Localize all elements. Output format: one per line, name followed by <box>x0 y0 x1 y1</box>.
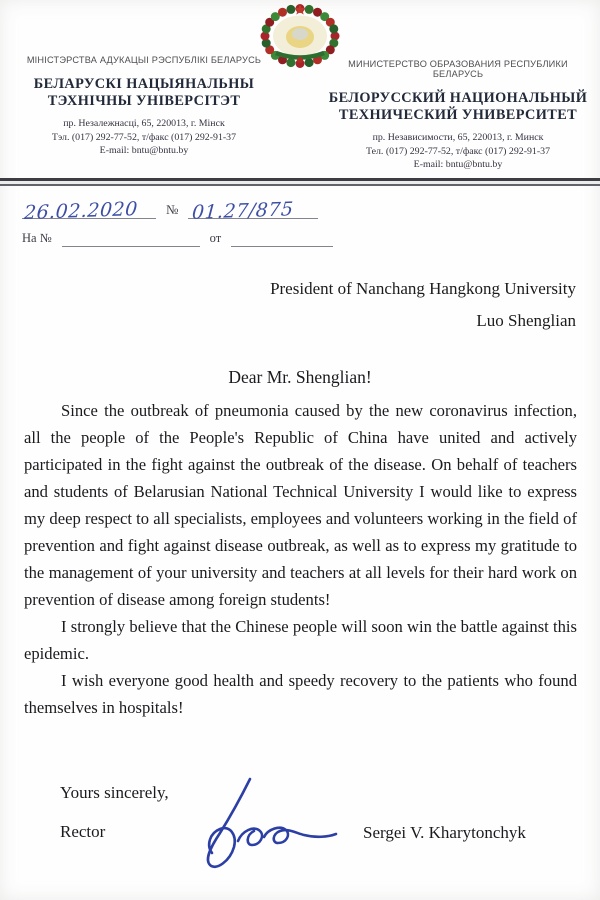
signature-block <box>0 783 600 900</box>
contact-info-by <box>10 117 278 158</box>
date-line <box>22 197 156 224</box>
paragraph-1: Since the outbreak of pneumonia caused by the new coronavirus infection, all the people of the People's Republic of China have united and actively participated in the fight against the outbreak of the disease. On behalf of teachers and students of Belarusian National Technical University I would like to express my deep respect to all specialists, employees and volunteers working in the field of prevention and fight against disease outbreak, as well as to express my gratitude to the management of your university and teachers at all levels for their hard work on prevention of disease among foreign students! <box>24 400 577 609</box>
from-label: от <box>209 230 222 245</box>
ministry-line-ru: МИНИСТЕРСТВО ОБРАЗОВАНИЯ РЕСПУБЛИКИ БЕЛАРУСЬ <box>348 59 568 79</box>
signer-name: Sergei V. Kharytonchyk <box>363 822 526 842</box>
phone-by: Тэл. (017) 292-77-52, т/факс (017) 292-91-37 <box>51 131 237 143</box>
signer-title: Rector <box>60 821 106 841</box>
date-number-row <box>22 197 600 224</box>
letterhead-divider <box>0 178 600 186</box>
address-by: пр. Незалежнасці, 65, 220013, г. Мінск <box>63 118 225 129</box>
address-ru: пр. Независимости, 65, 220013, г. Минск <box>372 132 544 143</box>
reference-block <box>22 197 600 247</box>
handwritten-signature-icon <box>180 773 340 873</box>
university-name-ru: БЕЛОРУССКИЙ НАЦИОНАЛЬНЫЙ ТЕХНИЧЕСКИЙ УНИВЕРСИТЕТ <box>328 90 588 123</box>
letterhead <box>0 0 600 172</box>
number-line <box>188 197 318 224</box>
recipient-block <box>0 273 576 337</box>
letterhead-belarusian <box>10 55 278 172</box>
reply-reference-row <box>22 228 600 247</box>
belarus-coat-of-arms-icon <box>260 3 340 69</box>
ministry-line-by: МІНІСТЭРСТВА АДУКАЦЫІ РЭСПУБЛІКІ БЕЛАРУСЬ <box>26 55 262 65</box>
contact-info-ru <box>324 131 592 172</box>
recipient-name: Luo Shenglian <box>476 310 576 330</box>
handwritten-number: 01.27/875 <box>191 197 295 224</box>
number-sign-label: № <box>166 201 179 217</box>
paragraph-3: I wish everyone good health and speedy recovery to the patients who found themselves in hospitals! <box>24 670 577 717</box>
closing-line: Yours sincerely, <box>60 782 169 802</box>
handwritten-date: 26.02.2020 <box>23 197 139 224</box>
from-blank-line <box>231 228 333 247</box>
paragraph-2: I strongly believe that the Chinese people will soon win the battle against this epidemic. <box>24 616 577 663</box>
letterhead-russian <box>324 55 592 172</box>
university-name-by: БЕЛАРУСКІ НАЦЫЯНАЛЬНЫ ТЭХНІЧНЫ УНІВЕРСІТЭТ <box>33 76 255 109</box>
recipient-title: President of Nanchang Hangkong University <box>270 278 576 298</box>
letter-body <box>24 397 577 721</box>
email-by: E-mail: bntu@bntu.by <box>99 145 189 156</box>
email-ru: E-mail: bntu@bntu.by <box>413 159 503 170</box>
on-number-label: На № <box>22 230 52 245</box>
phone-ru: Тел. (017) 292-77-52, т/факс (017) 292-91-37 <box>365 145 551 157</box>
salutation: Dear Mr. Shenglian! <box>228 366 372 387</box>
on-number-blank-line <box>62 228 200 247</box>
